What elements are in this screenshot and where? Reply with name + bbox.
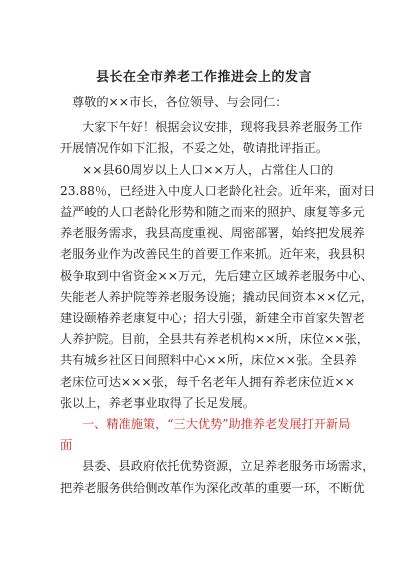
paragraph-line: 把养老服务供给侧改革作为深化改革的重要一环，不断优 — [60, 480, 365, 495]
paragraph-line: 老床位可达×××张，每千名老年人拥有养老床位近×× — [60, 374, 355, 389]
paragraph-line: 养老服务需求，我县高度重视、周密部署，始终把发展养 — [60, 226, 365, 241]
document-title: 县长在全市养老工作推进会上的发言 — [95, 70, 312, 85]
paragraph-line: 人养护院。目前，全县共有养老机构××所，床位××张， — [60, 332, 369, 347]
paragraph-line: 开展情况作如下汇报，不妥之处，敬请批评指正。 — [60, 141, 329, 156]
salutation-line: 尊敬的××市长，各位领导、与会同仁： — [72, 95, 288, 109]
paragraph-line: 共有城乡社区日间照料中心××所，床位××张。全县养 — [60, 353, 357, 368]
section-heading: 一、精准施策，“三大优势”助推养老发展打开新局 — [82, 417, 351, 432]
paragraph-line: 益严峻的人口老龄化形势和随之而来的照护、康复等多元 — [60, 205, 365, 220]
paragraph-line: 县委、县政府依托优势资源，立足养老服务市场需求， — [82, 459, 375, 474]
paragraph-line: 极争取到中省资金××万元，先后建立区域养老服务中心、 — [60, 268, 373, 283]
paragraph-line: 23.88％，已经进入中度人口老龄化社会。近年来，面对日 — [60, 183, 376, 198]
paragraph-line: 大家下午好！根据会议安排，现将我县养老服务工作 — [82, 120, 363, 135]
paragraph-line: 失能老人养护院等养老服务设施；撬动民间资本××亿元， — [60, 289, 373, 304]
paragraph-line: 老服务业作为改善民生的首要工作来抓。近年来，我县积 — [60, 247, 365, 262]
document-body — [60, 92, 376, 499]
paragraph-line: ××县60周岁以上人口××万人，占常住人口的 — [82, 162, 334, 177]
paragraph-line: 建设颐椿养老康复中心；招大引强，新建全市首家失智老 — [60, 311, 365, 326]
section-heading-continued: 面 — [60, 438, 73, 453]
paragraph-line: 张以上，养老事业取得了长足发展。 — [60, 395, 255, 410]
